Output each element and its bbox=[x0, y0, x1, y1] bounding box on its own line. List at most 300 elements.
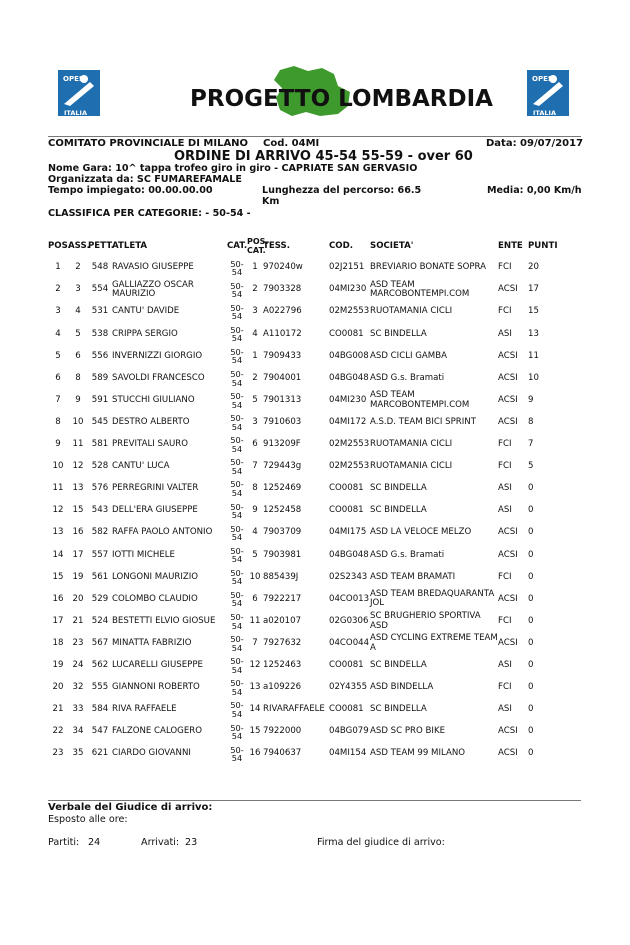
cell-ass: 20 bbox=[72, 593, 84, 604]
cell-atleta: CIARDO GIOVANNI bbox=[112, 748, 191, 759]
col-cod: COD. bbox=[329, 241, 354, 251]
cell-pos: 10 bbox=[52, 461, 64, 472]
cell-ente: ACSI bbox=[498, 593, 518, 604]
table-row bbox=[48, 544, 584, 566]
table-row bbox=[48, 677, 584, 699]
cell-ass: 24 bbox=[72, 659, 84, 670]
cell-pos: 4 bbox=[55, 328, 61, 339]
cell-societa: SC BINDELLA bbox=[370, 483, 427, 494]
cell-cod: 02J2151 bbox=[329, 262, 365, 273]
cell-pos: 12 bbox=[52, 505, 64, 516]
cell-cat bbox=[227, 301, 247, 323]
cell-atleta: RIVA RAFFAELE bbox=[112, 704, 177, 715]
cell-pos: 19 bbox=[52, 659, 64, 670]
course-length: Lunghezza del percorso: 66.5 bbox=[262, 185, 422, 196]
table-row bbox=[48, 367, 584, 389]
cell-ass: 5 bbox=[75, 328, 81, 339]
cell-punti: 0 bbox=[528, 483, 534, 494]
cell-punti: 13 bbox=[528, 328, 539, 339]
cell-cat-bottom: 54 bbox=[231, 311, 243, 322]
cell-cat-top: 50- bbox=[230, 258, 244, 269]
cell-pett: 554 bbox=[91, 284, 109, 295]
cell-societa: SC BINDELLA bbox=[370, 328, 427, 339]
cell-pos: 17 bbox=[52, 615, 64, 626]
cell-pos: 13 bbox=[52, 527, 64, 538]
cell-punti: 9 bbox=[528, 394, 534, 405]
cell-societa: SC BINDELLA bbox=[370, 659, 427, 670]
cell-societa: BREVIARIO BONATE SOPRA bbox=[370, 262, 487, 273]
code-label: Cod. 04MI bbox=[263, 138, 320, 149]
cell-atleta: MINATTA FABRIZIO bbox=[112, 637, 192, 648]
logo-opes-text: OPES bbox=[532, 75, 553, 83]
cell-cat bbox=[227, 456, 247, 478]
cell-punti: 0 bbox=[528, 704, 534, 715]
cell-ente: FCI bbox=[498, 439, 512, 450]
cell-atleta: STUCCHI GIULIANO bbox=[112, 394, 195, 405]
organizer: Organizzata da: SC FUMAREFAMALE bbox=[48, 174, 242, 185]
cell-pos-cat: 2 bbox=[252, 372, 258, 383]
cell-tess: 7909433 bbox=[263, 350, 302, 361]
cell-cod: CO0081 bbox=[329, 483, 364, 494]
cell-pos: 9 bbox=[55, 439, 61, 450]
cell-cat-bottom: 54 bbox=[231, 443, 243, 454]
cell-cat-bottom: 54 bbox=[231, 664, 243, 675]
table-row bbox=[48, 655, 584, 677]
cell-pett: 561 bbox=[91, 571, 109, 582]
cell-tess: 7927632 bbox=[263, 637, 302, 648]
cell-ass: 19 bbox=[72, 571, 84, 582]
cell-punti: 0 bbox=[528, 748, 534, 759]
cell-cat-bottom: 54 bbox=[231, 554, 243, 565]
cell-ass: 8 bbox=[75, 372, 81, 383]
cell-cat-top: 50- bbox=[230, 744, 244, 755]
cell-societa: RUOTAMANIA CICLI bbox=[370, 461, 453, 472]
cell-cat-top: 50- bbox=[230, 413, 244, 424]
cell-punti: 0 bbox=[528, 682, 534, 693]
cell-ente: ASI bbox=[498, 483, 512, 494]
cell-cat bbox=[227, 279, 247, 301]
table-row bbox=[48, 434, 584, 456]
table-row bbox=[48, 390, 584, 412]
cell-tess: A110172 bbox=[263, 328, 302, 339]
cell-cod: 04BG048 bbox=[329, 372, 369, 383]
cell-ass: 21 bbox=[72, 615, 84, 626]
cell-ass: 4 bbox=[75, 306, 81, 317]
col-atleta: ATLETA bbox=[112, 241, 148, 251]
esposto-label: Esposto alle ore: bbox=[48, 814, 128, 825]
cell-cat bbox=[227, 257, 247, 279]
cell-societa: ASD CICLI GAMBA bbox=[370, 350, 447, 361]
cell-cat-bottom: 54 bbox=[231, 598, 243, 609]
cell-tess: 7903328 bbox=[263, 284, 302, 295]
logo-italia-text: ITALIA bbox=[64, 109, 87, 117]
cell-cod: 02S2343 bbox=[329, 571, 368, 582]
cell-ente: ASI bbox=[498, 659, 512, 670]
cell-tess: 7904001 bbox=[263, 372, 302, 383]
cell-pett: 524 bbox=[91, 615, 109, 626]
cell-punti: 0 bbox=[528, 505, 534, 516]
cell-societa: ASD G.s. Bramati bbox=[370, 372, 445, 383]
cell-ass: 34 bbox=[72, 726, 84, 737]
col-pos: POS. bbox=[48, 241, 72, 251]
cell-atleta: CANTU' LUCA bbox=[112, 461, 170, 472]
cell-cat-top: 50- bbox=[230, 435, 244, 446]
time-used: Tempo impiegato: 00.00.00.00 bbox=[48, 185, 213, 196]
logo-title: PROGETTO LOMBARDIA bbox=[190, 86, 493, 112]
table-row bbox=[48, 345, 584, 367]
cell-cat-top: 50- bbox=[230, 302, 244, 313]
opes-italia-logo-right bbox=[523, 70, 573, 116]
cell-pett: 528 bbox=[91, 461, 109, 472]
cell-pos-cat: 2 bbox=[252, 284, 258, 295]
cell-cat-top: 50- bbox=[230, 523, 244, 534]
cell-societa: ASD G.s. Bramati bbox=[370, 549, 445, 560]
col-societa: SOCIETA' bbox=[370, 241, 414, 251]
cell-cat-bottom: 54 bbox=[231, 267, 243, 278]
cell-ente: ACSI bbox=[498, 284, 518, 295]
cell-ass: 10 bbox=[72, 416, 84, 427]
cell-cat bbox=[227, 699, 247, 721]
cell-atleta: SAVOLDI FRANCESCO bbox=[112, 372, 205, 383]
table-row bbox=[48, 500, 584, 522]
cell-cod: 04MI230 bbox=[329, 394, 367, 405]
cell-tess: RIVARAFFAELE bbox=[263, 704, 325, 715]
cell-cod: 04MI154 bbox=[329, 748, 367, 759]
cell-pos: 2 bbox=[55, 284, 61, 295]
table-row bbox=[48, 611, 584, 633]
cell-cat bbox=[227, 522, 247, 544]
cell-cat-bottom: 54 bbox=[231, 708, 243, 719]
partiti-label: Partiti: bbox=[48, 837, 80, 848]
cell-ente: ACSI bbox=[498, 372, 518, 383]
cell-ente: ACSI bbox=[498, 394, 518, 405]
cell-pos-cat: 5 bbox=[252, 549, 258, 560]
cell-pett: 556 bbox=[91, 350, 109, 361]
cell-ente: FCI bbox=[498, 461, 512, 472]
cell-atleta: LONGONI MAURIZIO bbox=[112, 571, 199, 582]
cell-atleta: INVERNIZZI GIORGIO bbox=[112, 350, 203, 361]
cell-ente: FCI bbox=[498, 615, 512, 626]
cell-cod: 04MI172 bbox=[329, 416, 367, 427]
cell-cat-top: 50- bbox=[230, 589, 244, 600]
cell-cat-top: 50- bbox=[230, 656, 244, 667]
cell-ente: ACSI bbox=[498, 350, 518, 361]
cell-cod: 02M2553 bbox=[329, 461, 370, 472]
cell-tess: 7903981 bbox=[263, 549, 302, 560]
cell-ass: 6 bbox=[75, 350, 81, 361]
cell-pos-cat: 3 bbox=[252, 416, 258, 427]
page-title: ORDINE DI ARRIVO 45-54 55-59 - over 60 bbox=[174, 149, 473, 164]
cell-ass: 3 bbox=[75, 284, 81, 295]
race-name: Nome Gara: 10^ tappa trofeo giro in giro - CAPRIATE SAN GERVASIO bbox=[48, 163, 418, 174]
cell-cat bbox=[227, 434, 247, 456]
cell-pos: 18 bbox=[52, 637, 64, 648]
cell-punti: 7 bbox=[528, 439, 534, 450]
table-row bbox=[48, 522, 584, 544]
cell-cod: 04BG008 bbox=[329, 350, 369, 361]
average-speed: Media: 0,00 Km/h bbox=[487, 185, 582, 196]
firma-label: Firma del giudice di arrivo: bbox=[317, 837, 445, 848]
cell-cod: 02M2553 bbox=[329, 306, 370, 317]
cell-pett: 582 bbox=[91, 527, 109, 538]
arrivati-label: Arrivati: bbox=[141, 837, 180, 848]
cell-pett: 584 bbox=[91, 704, 109, 715]
cell-punti: 0 bbox=[528, 549, 534, 560]
logo-italia-text: ITALIA bbox=[533, 109, 556, 117]
cell-pos-cat: 8 bbox=[252, 483, 258, 494]
col-punti: PUNTI bbox=[528, 241, 558, 251]
cell-cat-top: 50- bbox=[230, 678, 244, 689]
cell-pett: 621 bbox=[91, 748, 109, 759]
cell-cat bbox=[227, 611, 247, 633]
date-label: Data: 09/07/2017 bbox=[486, 138, 584, 149]
cell-atleta: CANTU' DAVIDE bbox=[112, 306, 180, 317]
table-row bbox=[48, 412, 584, 434]
cell-ente: FCI bbox=[498, 306, 512, 317]
cell-cod: CO0081 bbox=[329, 328, 364, 339]
cell-societa: SC BINDELLA bbox=[370, 704, 427, 715]
cell-cod: 04CO013 bbox=[329, 593, 370, 604]
table-row bbox=[48, 699, 584, 721]
committee-label: COMITATO PROVINCIALE DI MILANO bbox=[48, 138, 249, 149]
cell-cat-bottom: 54 bbox=[231, 355, 243, 366]
cell-ente: ASI bbox=[498, 328, 512, 339]
cell-punti: 0 bbox=[528, 615, 534, 626]
cell-punti: 0 bbox=[528, 726, 534, 737]
col-pett: PETT. bbox=[88, 241, 115, 251]
cell-tess: 1252469 bbox=[263, 483, 302, 494]
cell-atleta: DESTRO ALBERTO bbox=[112, 416, 190, 427]
cell-pos: 16 bbox=[52, 593, 64, 604]
cell-cat-top: 50- bbox=[230, 501, 244, 512]
cell-cat-bottom: 54 bbox=[231, 686, 243, 697]
cell-societa: ASD TEAM BRAMATI bbox=[370, 571, 456, 582]
partiti-value: 24 bbox=[88, 837, 101, 848]
cell-atleta: FALZONE CALOGERO bbox=[112, 726, 203, 737]
cell-pett: 529 bbox=[91, 593, 109, 604]
cell-pos-cat: 11 bbox=[249, 615, 261, 626]
cell-cat bbox=[227, 566, 247, 588]
cell-cat bbox=[227, 588, 247, 610]
cell-cod: 04MI175 bbox=[329, 527, 367, 538]
cell-cod: 02M2553 bbox=[329, 439, 370, 450]
cell-atleta: GIANNONI ROBERTO bbox=[112, 682, 200, 693]
cell-cat-top: 50- bbox=[230, 457, 244, 468]
cell-ente: FCI bbox=[498, 682, 512, 693]
cell-pos-cat: 4 bbox=[252, 328, 258, 339]
cell-cat-bottom: 54 bbox=[231, 753, 243, 764]
cell-atleta: BESTETTI ELVIO GIOSUE bbox=[112, 615, 216, 626]
cell-cat bbox=[227, 633, 247, 655]
cell-cod: 02Y4355 bbox=[329, 682, 368, 693]
verbale-label: Verbale del Giudice di arrivo: bbox=[48, 802, 213, 813]
opes-italia-logo-left bbox=[54, 70, 104, 116]
table-row bbox=[48, 279, 584, 301]
cell-cat-bottom: 54 bbox=[231, 731, 243, 742]
cell-pett: 547 bbox=[91, 726, 109, 737]
col-ass: ASS. bbox=[68, 241, 90, 251]
cell-ass: 23 bbox=[72, 637, 84, 648]
cell-pos: 20 bbox=[52, 682, 64, 693]
cell-cat-top: 50- bbox=[230, 369, 244, 380]
cell-cat bbox=[227, 323, 247, 345]
cell-cat-top: 50- bbox=[230, 280, 244, 291]
cell-societa: RUOTAMANIA CICLI bbox=[370, 439, 453, 450]
cell-ente: ACSI bbox=[498, 527, 518, 538]
cell-tess: 970240w bbox=[263, 262, 303, 273]
cell-punti: 0 bbox=[528, 659, 534, 670]
cell-pos-cat: 6 bbox=[252, 593, 258, 604]
cell-cat-bottom: 54 bbox=[231, 399, 243, 410]
table-row bbox=[48, 456, 584, 478]
col-pos-cat-line1: POS. bbox=[247, 237, 269, 246]
cell-pos-cat: 9 bbox=[252, 505, 258, 516]
cell-pett: 531 bbox=[91, 306, 109, 317]
cell-ente: FCI bbox=[498, 262, 512, 273]
cell-ente: ASI bbox=[498, 505, 512, 516]
cell-tess: 7922000 bbox=[263, 726, 302, 737]
cell-punti: 10 bbox=[528, 372, 539, 383]
cell-tess: 885439J bbox=[263, 571, 299, 582]
cell-tess: 729443g bbox=[263, 461, 302, 472]
cell-tess: 7940637 bbox=[263, 748, 302, 759]
progetto-lombardia-logo bbox=[188, 66, 493, 122]
cell-cat-bottom: 54 bbox=[231, 487, 243, 498]
cell-cod: 04BG079 bbox=[329, 726, 369, 737]
cell-cod: 02G0306 bbox=[329, 615, 369, 626]
col-tess: TESS. bbox=[263, 241, 290, 251]
cell-tess: a109226 bbox=[263, 682, 302, 693]
cell-ente: ACSI bbox=[498, 549, 518, 560]
cell-cat bbox=[227, 743, 247, 765]
cell-cod: CO0081 bbox=[329, 659, 364, 670]
cell-pett: 576 bbox=[91, 483, 109, 494]
cell-cat bbox=[227, 367, 247, 389]
cell-societa: SC BRUGHERIO SPORTIVA ASD bbox=[370, 611, 481, 631]
cell-pos-cat: 4 bbox=[252, 527, 258, 538]
cell-pos-cat: 3 bbox=[252, 306, 258, 317]
cell-punti: 11 bbox=[528, 350, 539, 361]
cell-ente: ACSI bbox=[498, 748, 518, 759]
cell-punti: 0 bbox=[528, 593, 534, 604]
cell-tess: 913209F bbox=[263, 439, 301, 450]
results-body bbox=[48, 257, 584, 765]
cell-cat-bottom: 54 bbox=[231, 377, 243, 388]
cell-cat bbox=[227, 390, 247, 412]
cell-pos: 8 bbox=[55, 416, 61, 427]
cell-punti: 0 bbox=[528, 571, 534, 582]
cell-cat-bottom: 54 bbox=[231, 510, 243, 521]
cell-pos-cat: 6 bbox=[252, 439, 258, 450]
cell-atleta: PREVITALI SAURO bbox=[112, 439, 189, 450]
cell-pos: 15 bbox=[52, 571, 64, 582]
cell-cat-top: 50- bbox=[230, 634, 244, 645]
cell-cat-bottom: 54 bbox=[231, 421, 243, 432]
cell-cat bbox=[227, 500, 247, 522]
cell-atleta: IOTTI MICHELE bbox=[112, 549, 175, 560]
cell-societa: ASD LA VELOCE MELZO bbox=[370, 527, 472, 538]
cell-atleta: PERREGRINI VALTER bbox=[112, 483, 199, 494]
cell-societa: ASD CYCLING EXTREME TEAM A bbox=[370, 633, 498, 653]
cell-atleta: DELL'ERA GIUSEPPE bbox=[112, 505, 198, 516]
cell-atleta: RAFFA PAOLO ANTONIO bbox=[112, 527, 213, 538]
cell-pos: 21 bbox=[52, 704, 64, 715]
cell-pett: 555 bbox=[91, 682, 109, 693]
table-row bbox=[48, 721, 584, 743]
cell-ass: 17 bbox=[72, 549, 84, 560]
cell-ass: 35 bbox=[72, 748, 84, 759]
cell-tess: 1252463 bbox=[263, 659, 302, 670]
cell-tess: 7922217 bbox=[263, 593, 302, 604]
cell-pett: 591 bbox=[91, 394, 109, 405]
cell-ass: 15 bbox=[72, 505, 84, 516]
cell-atleta: RAVASIO GIUSEPPE bbox=[112, 262, 194, 273]
cell-tess: A022796 bbox=[263, 306, 302, 317]
cell-pos: 23 bbox=[52, 748, 64, 759]
cell-punti: 8 bbox=[528, 416, 534, 427]
cell-pett: 543 bbox=[91, 505, 109, 516]
cell-cat-bottom: 54 bbox=[231, 620, 243, 631]
cell-societa: ASD SC PRO BIKE bbox=[370, 726, 446, 737]
cell-punti: 20 bbox=[528, 262, 539, 273]
cell-punti: 17 bbox=[528, 284, 539, 295]
cell-cod: CO0081 bbox=[329, 704, 364, 715]
cell-societa: SC BINDELLA bbox=[370, 505, 427, 516]
cell-punti: 0 bbox=[528, 527, 534, 538]
cell-cod: CO0081 bbox=[329, 505, 364, 516]
cell-cat-top: 50- bbox=[230, 700, 244, 711]
cell-pett: 567 bbox=[91, 637, 109, 648]
cell-cod: 04CO044 bbox=[329, 637, 370, 648]
cell-cat-top: 50- bbox=[230, 722, 244, 733]
cell-pos-cat: 12 bbox=[249, 659, 261, 670]
cell-pos: 6 bbox=[55, 372, 61, 383]
cell-societa: ASD TEAM MARCOBONTEMPI.COM bbox=[370, 279, 470, 300]
cell-cat-top: 50- bbox=[230, 346, 244, 357]
cell-tess: 7903709 bbox=[263, 527, 302, 538]
header-top-rule bbox=[48, 136, 581, 137]
cell-tess: 1252458 bbox=[263, 505, 302, 516]
table-row bbox=[48, 633, 584, 655]
table-row bbox=[48, 301, 584, 323]
cell-cat-top: 50- bbox=[230, 545, 244, 556]
cell-pett: 557 bbox=[91, 549, 109, 560]
cell-cat-top: 50- bbox=[230, 612, 244, 623]
cell-societa: ASD BINDELLA bbox=[370, 682, 434, 693]
table-row bbox=[48, 743, 584, 765]
cell-cat bbox=[227, 655, 247, 677]
cell-pett: 562 bbox=[91, 659, 109, 670]
cell-pett: 548 bbox=[91, 262, 109, 273]
cell-cod: 04MI230 bbox=[329, 284, 367, 295]
cell-societa: ASD TEAM BREDAQUARANTA JOL bbox=[370, 588, 495, 609]
cell-pos-cat: 1 bbox=[252, 350, 258, 361]
footer-rule bbox=[48, 800, 581, 801]
cell-atleta: COLOMBO CLAUDIO bbox=[112, 593, 198, 604]
cell-pett: 538 bbox=[91, 328, 109, 339]
cell-pos-cat: 14 bbox=[249, 704, 261, 715]
table-row bbox=[48, 323, 584, 345]
cell-ente: FCI bbox=[498, 571, 512, 582]
cell-tess: a020107 bbox=[263, 615, 302, 626]
cell-ass: 12 bbox=[72, 461, 84, 472]
results-table bbox=[48, 235, 584, 765]
cell-pos-cat: 15 bbox=[249, 726, 261, 737]
cell-pos: 3 bbox=[55, 306, 61, 317]
cell-punti: 15 bbox=[528, 306, 539, 317]
cell-ass: 32 bbox=[72, 682, 84, 693]
cell-ass: 13 bbox=[72, 483, 84, 494]
